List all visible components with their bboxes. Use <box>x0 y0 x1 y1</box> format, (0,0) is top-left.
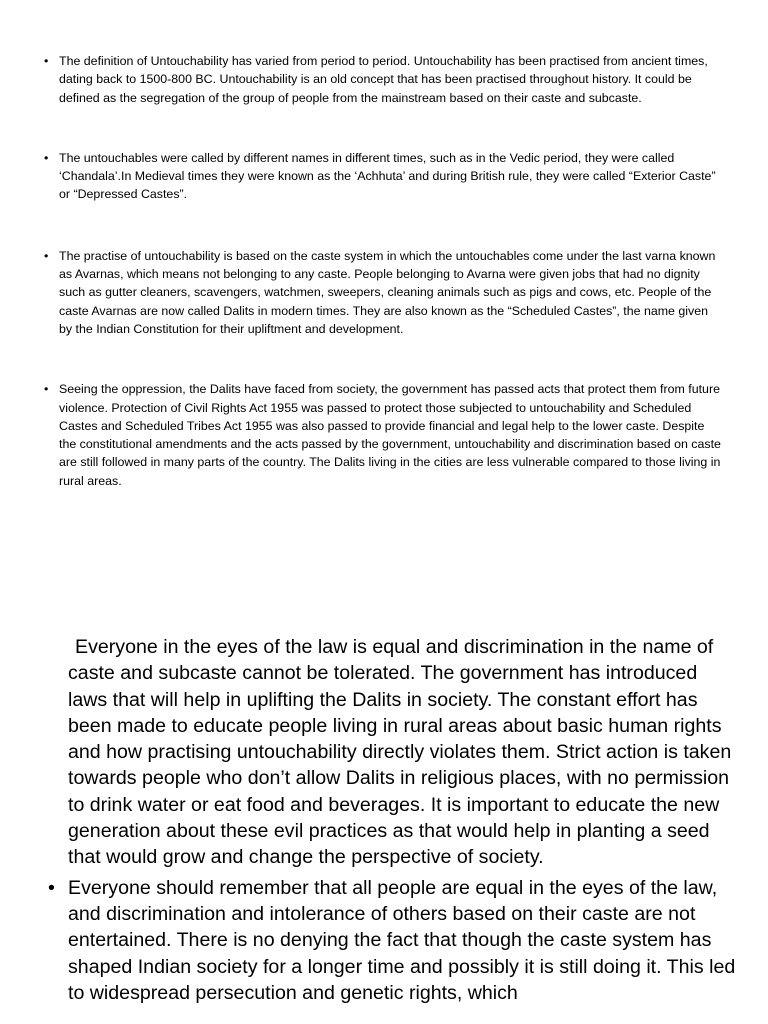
bullet-text: Everyone should remember that all people are equal in the eyes of the law, and discrimination and intolerance of others based on their caste are not entertained. There is no denying the fact that though the caste system has shaped Indian society for a longer time and possibly it is still doing it. This led to widespread persecution and genetic rights, which <box>68 876 736 1004</box>
bullet-icon: • <box>48 876 55 899</box>
list-item <box>48 875 738 1006</box>
large-text-block <box>48 634 738 1010</box>
paragraph-text: Everyone in the eyes of the law is equal and discrimination in the name of caste and subcaste cannot be tolerated. The government has introduced laws that will help in uplifting the Dalits in society. The constant effort has been made to educate people living in rural areas about basic human rights and how practising untouchability directly violates them. Strict action is taken towards people who don’t allow Dalits in religious places, with no permission to drink water or eat food and beverages. It is important to educate the new generation about these evil practices as that would help in planting a seed that would grow and change the perspective of society. <box>68 636 732 869</box>
body-paragraph <box>48 634 738 871</box>
bullet-icon: • <box>44 54 49 68</box>
list-item <box>44 149 724 204</box>
bullet-icon: • <box>44 150 49 165</box>
bullet-text: The practise of untouchability is based on the caste system in which the untouchables come under the last varna known as Avarnas, which means not belonging to any caste. People belonging to Avarna were given jobs that had no dignity such as gutter cleaners, scavengers, watchmen, sweepers, cleaning animals such as pigs and cows, etc. People of the caste Avarnas are now called Dalits in modern times. They are also known as the “Scheduled Castes”, the name given by the Indian Constitution for their upliftment and development. <box>59 248 716 336</box>
bullet-icon: • <box>44 382 49 397</box>
bullet-list <box>44 52 724 532</box>
bullet-text: The untouchables were called by different names in different times, such as in the Vedic period, they were called ‘Chandala’.In Medieval times they were known as the ‘Achhuta’ and during British rule, they were called “Exterior Caste” or “Depressed Castes”. <box>59 150 716 202</box>
list-item <box>44 380 724 490</box>
list-item <box>44 247 724 338</box>
list-item <box>44 52 724 107</box>
bullet-icon: • <box>44 248 49 263</box>
bullet-text: The definition of Untouchability has varied from period to period. Untouchability has been practised from ancient times, dating back to 1500-800 BC. Untouchability is an old concept that has been practised throughout history. It could be defined as the segregation of the group of people from the mainstream based on their caste and subcaste. <box>59 54 708 105</box>
bullet-text: Seeing the oppression, the Dalits have faced from society, the government has passed acts that protect them from future violence. Protection of Civil Rights Act 1955 was passed to protect those subjected to untouchability and Scheduled Castes and Scheduled Tribes Act 1955 was also passed to provide financial and legal help to the lower caste. Despite the constitutional amendments and the acts passed by the government, untouchability and discrimination based on caste are still followed in many parts of the country. The Dalits living in the cities are less vulnerable compared to those living in rural areas. <box>59 382 721 488</box>
